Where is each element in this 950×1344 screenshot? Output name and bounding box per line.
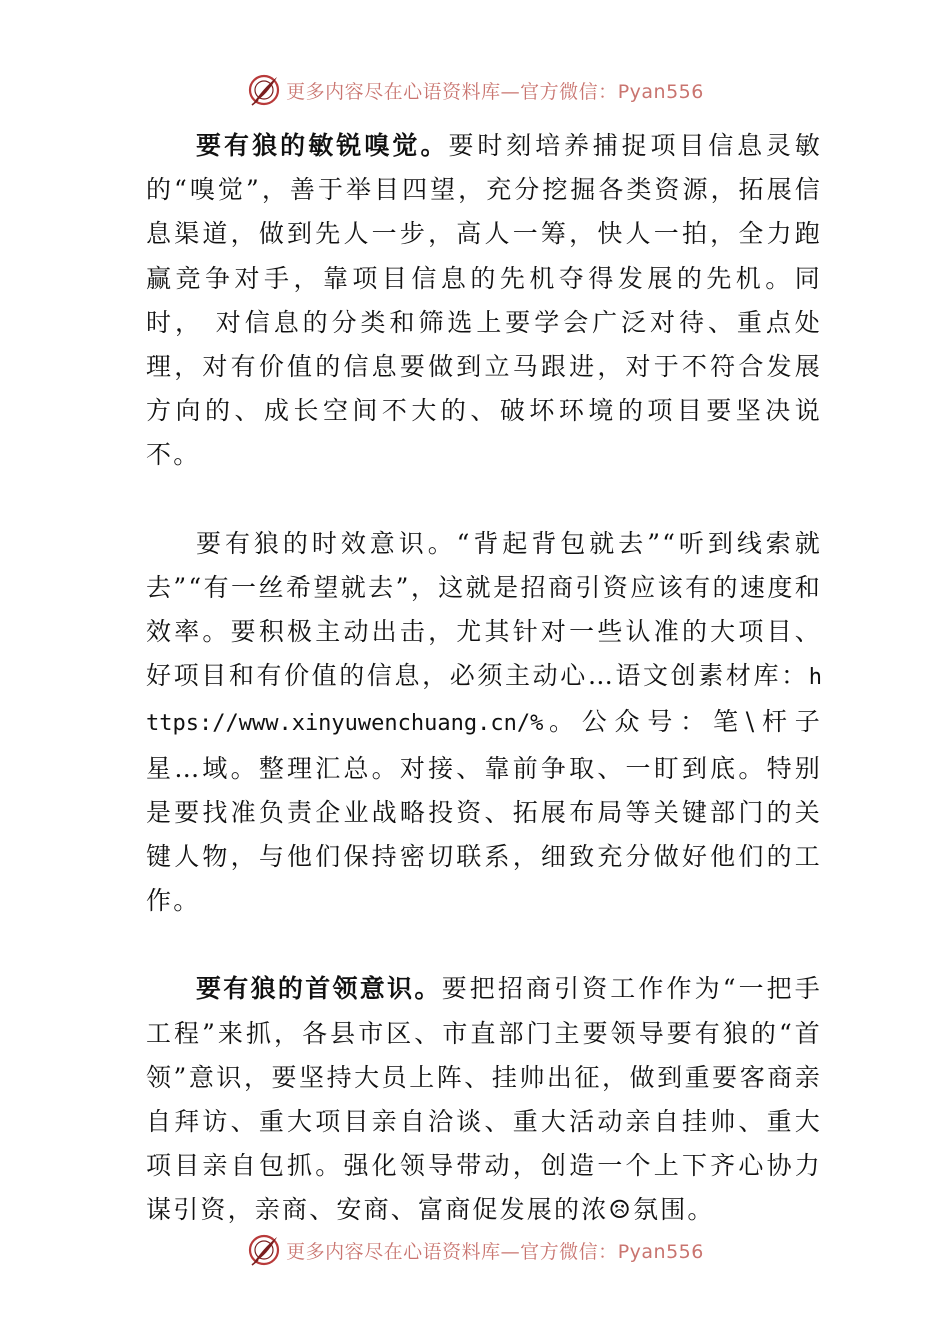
header-brand: 更多内容尽在心语资料库 (286, 80, 501, 103)
document-body (146, 124, 822, 1233)
feather-pen-logo-icon (246, 1232, 282, 1268)
paragraph-leadership (146, 967, 822, 1232)
paragraph-text: 。公众号：笔\杆子星…域。整理汇总。对接、靠前争取、一盯到底。特别是要找准负责企业战略投资、拓展布局等关键部门的关键人物，与他们保持密切联系，细致充分做好他们的工作。 (146, 707, 822, 916)
source-url: https://www.xinyuwenchuang.cn/% (146, 665, 822, 737)
paragraph-lead: 要有狼的首领意识。 (196, 974, 442, 1004)
paragraph-text: “背起背包就去”“听到线索就去”“有一丝希望就去”，这就是招商引资应该有的速度和效率。要积极主动出击，尤其针对一些认准的大项目、好项目和有价值的信息，必须主动心…语文创素材库： (146, 528, 822, 691)
header-text (286, 77, 704, 104)
paragraph-text: 要把招商引资工作作为“一把手工程”来抓，各县市区、市直部门主要领导要有狼的“首领”意识，要坚持大员上阵、挂帅出征，做到重要客商亲自拜访、重大项目亲自洽谈、重大活动亲自挂帅、重大项目亲自包抓。强化领导带动，创造一个上下齐心协力谋引资，亲商、安商、富商促发展的浓☹氛围。 (146, 974, 822, 1225)
paragraph-text: 要时刻培养捕捉项目信息灵敏的“嗅觉”，善于举目四望，充分挖掘各类资源，拓展信息渠道，做到先人一步，高人一筹，快人一拍，全力跑赢竞争对手，靠项目信息的先机夺得发展的先机。同时， 对信息的分类和筛选上要学会广泛对待、重点处理，对有价值的信息要做到立马跟进，对于不符合发展方向的、成长空间不大的、破坏环境的项目要坚决说不。 (146, 131, 822, 470)
header-wechat-label: 官方微信： (520, 80, 618, 103)
footer-wechat-label: 官方微信： (520, 1240, 618, 1263)
footer-banner (0, 1228, 950, 1272)
feather-pen-logo-icon (246, 72, 282, 108)
footer-brand: 更多内容尽在心语资料库 (286, 1240, 501, 1263)
paragraph-lead: 要有狼的时效意识。 (196, 528, 457, 558)
paragraph-timeliness (146, 522, 822, 924)
header-banner (0, 68, 950, 112)
footer-dash: — (500, 1240, 521, 1263)
header-wechat-id: Pyan556 (617, 80, 704, 103)
footer-text (286, 1237, 704, 1264)
header-dash: — (500, 80, 521, 103)
paragraph-lead: 要有狼的敏锐嗅觉。 (196, 131, 449, 160)
footer-wechat-id: Pyan556 (617, 1240, 704, 1263)
paragraph-keen-sense (146, 124, 822, 478)
